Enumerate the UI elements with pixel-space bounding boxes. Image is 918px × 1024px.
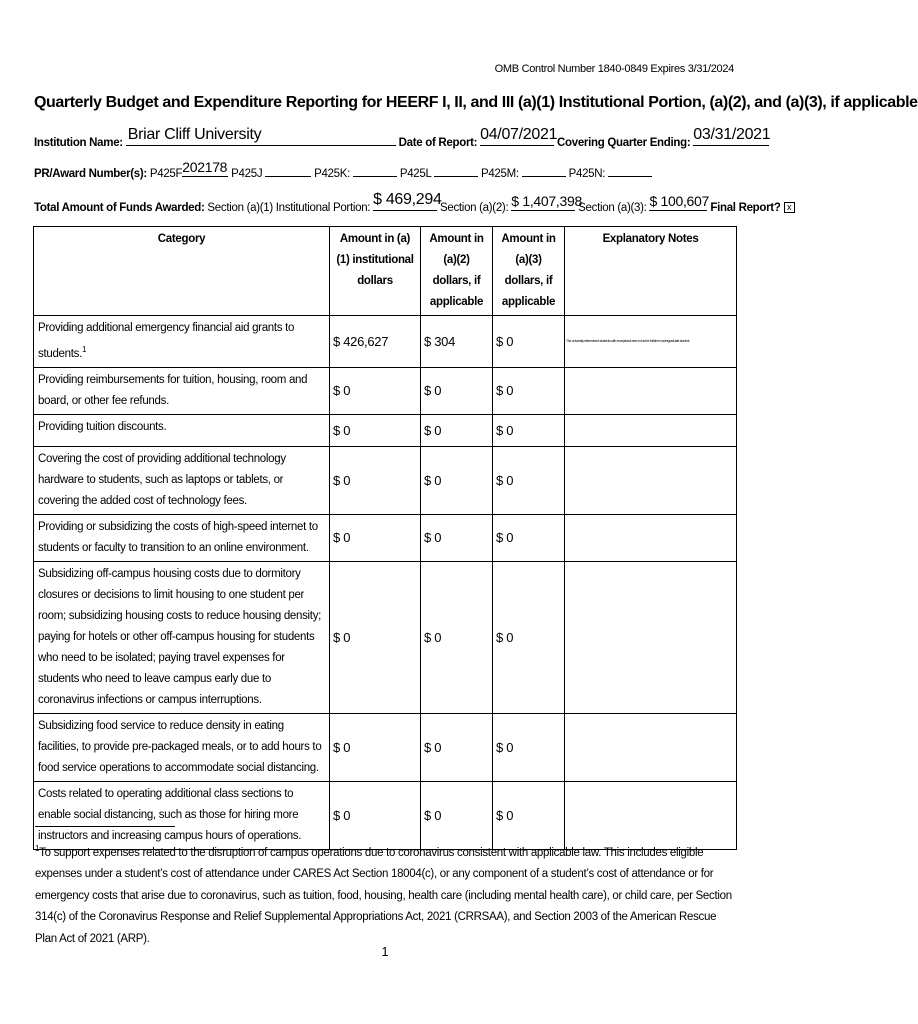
a2-cell[interactable]: $ 0 — [421, 781, 493, 849]
p425n-label: P425N: — [568, 168, 606, 180]
a1-cell[interactable]: $ 0 — [330, 514, 421, 561]
category-cell — [34, 316, 330, 368]
notes-cell[interactable] — [565, 367, 737, 414]
a1-funds-field[interactable] — [373, 191, 442, 211]
award-label: PR/Award Number(s): — [34, 168, 147, 180]
footnote — [35, 838, 737, 950]
a2-cell[interactable]: $ 0 — [421, 446, 493, 514]
p425j-label: P425J — [231, 168, 263, 180]
notes-cell[interactable] — [565, 561, 737, 713]
notes-cell[interactable] — [565, 414, 737, 446]
footnote-text: To support expenses related to the disruption of campus operations due to coronavirus consistent with applicable law. This includes eligible expenses under a student’s cost of attendance under CARES Act Section 18004(c), or any component of a student’s cost of attendance or for emergency costs that arise due to coronavirus, such as tuition, food, housing, health care (including mental health care), or child care, per Section 314(c) of the Coronavirus Response and Relief Supplemental Appropriations Act, 2021 (CRRSAA), and Section 2003 of the American Rescue Plan Act of 2021 (ARP). — [35, 846, 732, 945]
a2-funds-label: Section (a)(2): — [440, 202, 509, 214]
category-cell: Covering the cost of providing additional technology hardware to students, such as laptops or tablets, or covering the added cost of technology fees. — [34, 446, 330, 514]
institution-value: Briar Cliff University — [127, 126, 262, 143]
a3-cell[interactable]: $ 0 — [493, 713, 565, 781]
category-cell: Providing or subsidizing the costs of high-speed internet to students or faculty to transition to an online environment. — [34, 514, 330, 561]
date-label: Date of Report: — [398, 137, 478, 149]
notes-cell[interactable] — [565, 446, 737, 514]
a2-cell[interactable]: $ 304 — [421, 316, 493, 368]
p425m-field[interactable] — [522, 164, 566, 177]
a3-funds-field[interactable] — [649, 193, 710, 211]
category-cell: Costs related to operating additional class sections to enable social distancing, such as those for hiring more instructors and increasing campus hours of operations. — [34, 781, 330, 849]
funds-line — [34, 191, 795, 214]
a3-cell[interactable]: $ 0 — [493, 316, 565, 368]
a1-cell[interactable]: $ 0 — [330, 367, 421, 414]
table-row — [34, 367, 737, 414]
p425j-field[interactable] — [265, 164, 311, 177]
a3-cell[interactable]: $ 0 — [493, 446, 565, 514]
date-value: 04/07/2021 — [480, 126, 558, 143]
a3-funds-label: Section (a)(3): — [578, 202, 647, 214]
a1-cell[interactable]: $ 0 — [330, 446, 421, 514]
a2-cell[interactable]: $ 0 — [421, 713, 493, 781]
institution-label: Institution Name: — [34, 137, 123, 149]
header-notes: Explanatory Notes — [565, 227, 737, 316]
p425k-label: P425K: — [314, 168, 351, 180]
p425f-value: 202178 — [182, 159, 228, 175]
a3-cell[interactable]: $ 0 — [493, 561, 565, 713]
footnote-divider — [35, 826, 175, 827]
p425k-field[interactable] — [353, 164, 397, 177]
notes-cell[interactable] — [565, 514, 737, 561]
a3-cell[interactable]: $ 0 — [493, 781, 565, 849]
category-text: Providing additional emergency financial aid grants to students. — [38, 322, 295, 360]
notes-cell[interactable]: The university determined students with exceptional need must be full-time undergraduate student — [565, 316, 737, 368]
table-row — [34, 316, 737, 368]
a2-cell[interactable]: $ 0 — [421, 414, 493, 446]
institution-line — [34, 126, 771, 149]
category-cell: Providing tuition discounts. — [34, 414, 330, 446]
a1-cell[interactable]: $ 426,627 — [330, 316, 421, 368]
a1-cell[interactable]: $ 0 — [330, 713, 421, 781]
a1-cell[interactable]: $ 0 — [330, 781, 421, 849]
table-header-row — [34, 227, 737, 316]
footnote-ref: 1 — [81, 345, 87, 354]
a2-cell[interactable]: $ 0 — [421, 367, 493, 414]
final-report-label: Final Report? — [710, 202, 781, 214]
a2-cell[interactable]: $ 0 — [421, 514, 493, 561]
table-row — [34, 713, 737, 781]
quarter-value: 03/31/2021 — [693, 126, 771, 143]
p425l-field[interactable] — [434, 164, 478, 177]
table-row — [34, 561, 737, 713]
funds-label: Total Amount of Funds Awarded: — [34, 202, 205, 214]
header-a2: Amount in (a)(2) dollars, if applicable — [421, 227, 493, 316]
a1-funds-value: $ 469,294 — [373, 191, 442, 208]
category-cell: Providing reimbursements for tuition, housing, room and board, or other fee refunds. — [34, 367, 330, 414]
table-row — [34, 446, 737, 514]
table-row — [34, 514, 737, 561]
a1-cell[interactable]: $ 0 — [330, 561, 421, 713]
p425n-field[interactable] — [608, 164, 652, 177]
expenditure-table — [33, 226, 737, 850]
p425f-label: P425F — [149, 168, 183, 180]
a2-cell[interactable]: $ 0 — [421, 561, 493, 713]
p425m-label: P425M: — [480, 168, 519, 180]
notes-cell[interactable] — [565, 713, 737, 781]
quarter-field[interactable] — [693, 126, 771, 146]
category-cell: Subsidizing off-campus housing costs due to dormitory closures or decisions to limit housing to one student per room; subsidizing housing costs to reduce housing density; paying for hotels or other off-campus housing for students who need to be isolated; paying travel expenses for students who need to leave campus early due to coronavirus infections or campus interruptions. — [34, 561, 330, 713]
award-line — [34, 159, 652, 180]
page-number: 1 — [381, 944, 389, 959]
a2-funds-field[interactable] — [511, 193, 582, 211]
institution-field[interactable] — [126, 126, 396, 146]
a3-cell[interactable]: $ 0 — [493, 514, 565, 561]
header-a3: Amount in (a)(3) dollars, if applicable — [493, 227, 565, 316]
omb-control-number: OMB Control Number 1840-0849 Expires 3/31/2024 — [494, 63, 734, 75]
a2-funds-value: $ 1,407,398 — [511, 193, 582, 209]
a3-funds-value: $ 100,607 — [649, 193, 710, 209]
a3-cell[interactable]: $ 0 — [493, 367, 565, 414]
quarter-label: Covering Quarter Ending: — [557, 137, 691, 149]
a3-cell[interactable]: $ 0 — [493, 414, 565, 446]
final-report-checkbox[interactable]: x — [784, 202, 795, 213]
form-title: Quarterly Budget and Expenditure Reporting for HEERF I, II, and III (a)(1) Institutional Portion, (a)(2), and (a)(3), if applicable — [34, 94, 918, 111]
category-cell: Subsidizing food service to reduce density in eating facilities, to provide pre-packaged meals, or to add hours to food service operations to accommodate social distancing. — [34, 713, 330, 781]
date-field[interactable] — [480, 126, 558, 146]
p425l-label: P425L — [399, 168, 432, 180]
a1-cell[interactable]: $ 0 — [330, 414, 421, 446]
footnote-mark: 1 — [35, 844, 40, 853]
header-category: Category — [34, 227, 330, 316]
table-row — [34, 414, 737, 446]
p425f-field[interactable] — [182, 159, 228, 177]
header-a1: Amount in (a)(1) institutional dollars — [330, 227, 421, 316]
a1-funds-label: Section (a)(1) Institutional Portion: — [207, 202, 371, 214]
